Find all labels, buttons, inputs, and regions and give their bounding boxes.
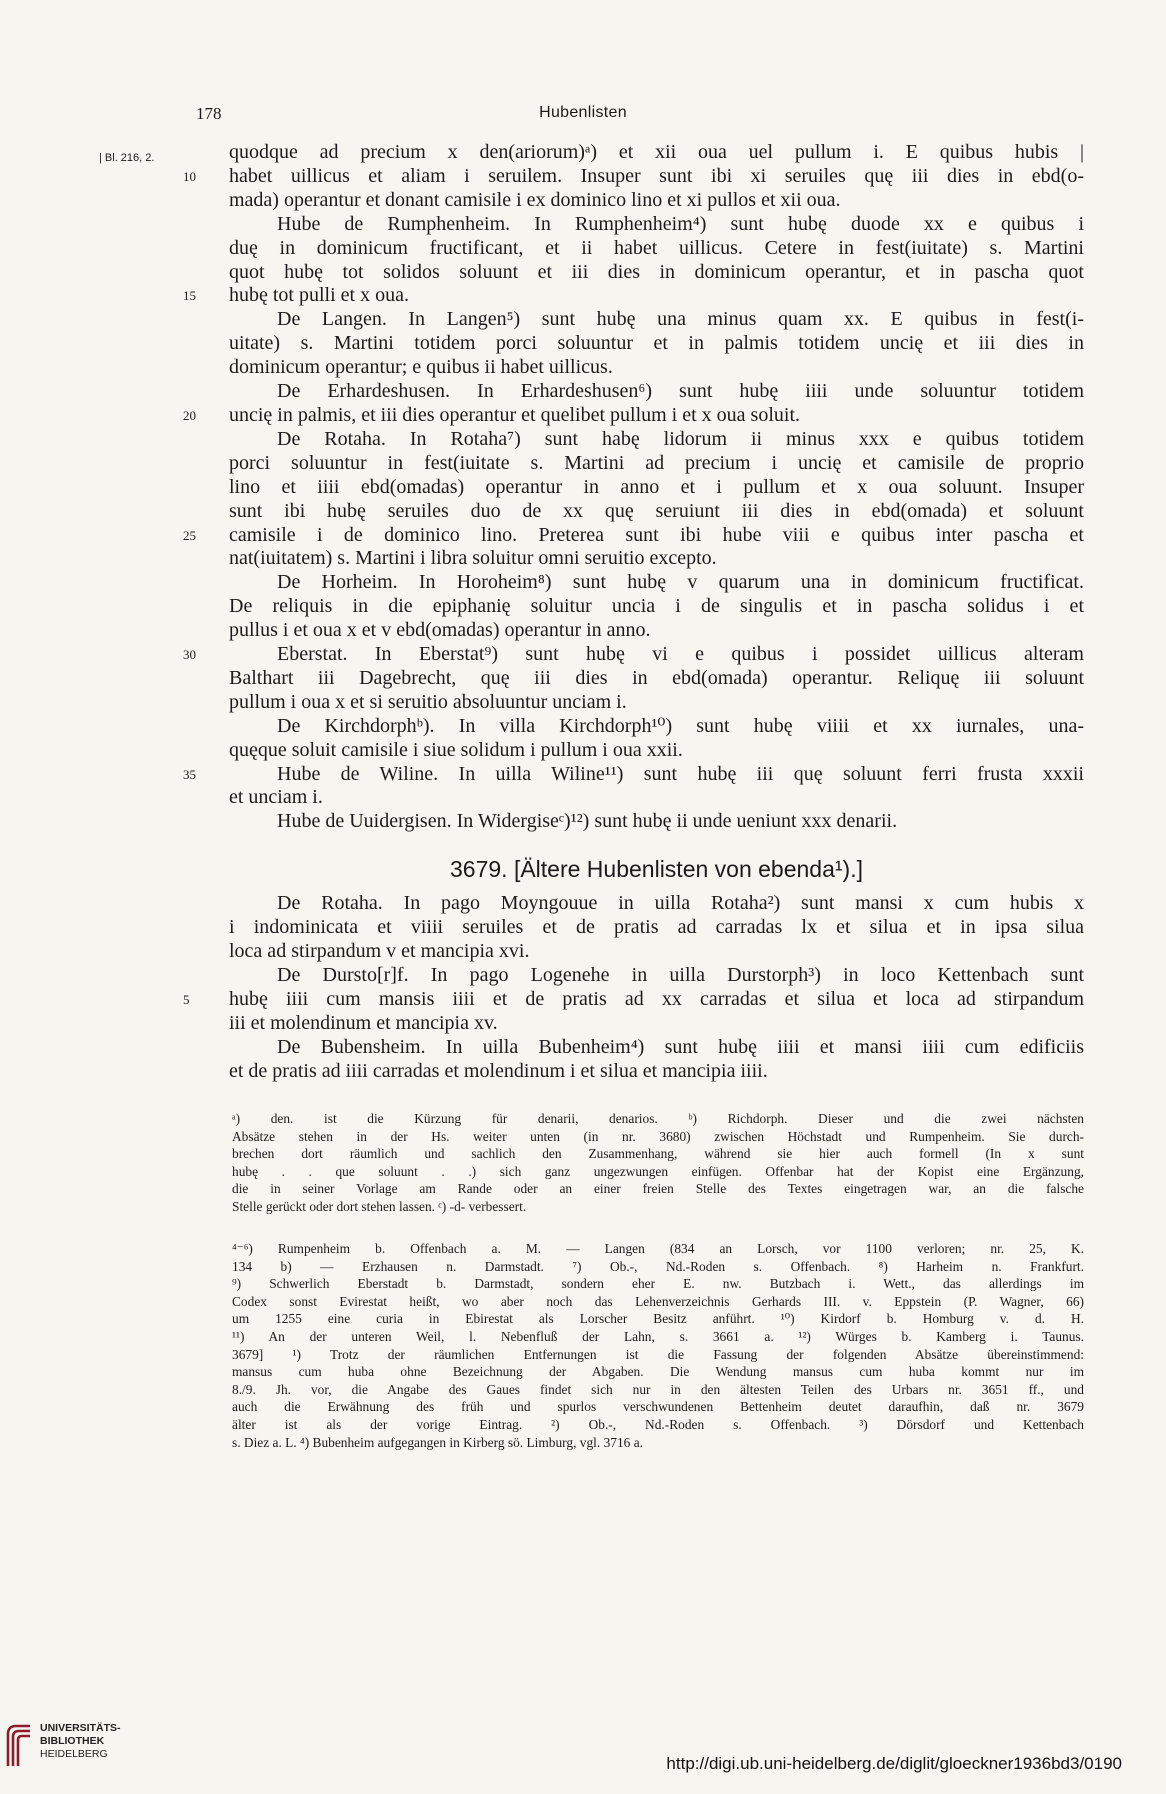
line-text: De Kirchdorphᵇ). In villa Kirchdorph¹⁰) sunt hubę viiii et xx iurnales, una- — [277, 714, 1084, 737]
text-line — [229, 667, 1084, 691]
line-text: De Bubensheim. In uilla Bubenheim⁴) sunt hubę iiii et mansi iiii cum edificiis — [277, 1035, 1084, 1058]
footnote-line: ¹¹) An der unteren Weil, l. Nebenfluß der Lahn, s. 3661 a. ¹²) Würges b. Kamberg i. Taunus. — [232, 1328, 1084, 1344]
line-text: Hube de Rumphenheim. In Rumphenheim⁴) sunt hubę duode xx e quibus i — [277, 212, 1084, 235]
footnote-line: 134 b) — Erzhausen n. Darmstadt. ⁷) Ob.-, Nd.-Roden s. Offenbach. ⁸) Harheim n. Frankfurt. — [232, 1258, 1084, 1274]
footnote-line: auch die Erwähnung des früh und spurlos verschwundenen Bettenheim deutet daraufhin, daß nr. 3679 — [232, 1399, 1084, 1415]
line-text: loca ad stirpandum v et mancipia xvi. — [229, 940, 530, 962]
line-number: 15 — [183, 288, 196, 304]
text-line — [229, 261, 1084, 285]
line-text: et unciam i. — [229, 786, 323, 809]
line-text: De Rotaha. In pago Moyngouue in uilla Rotaha²) sunt mansi x cum hubis x — [277, 892, 1084, 915]
line-text: De Dursto[r]f. In pago Logenehe in uilla Durstorph³) in loco Kettenbach sunt — [277, 963, 1084, 986]
text-line — [229, 1012, 1084, 1036]
text-line — [183, 403, 1084, 428]
line-text: camisile i de dominico lino. Preterea sunt ibi hube viii e quibus inter pascha et — [229, 523, 1084, 546]
line-text: uncię in palmis, et iii dies operantur et quelibet pullum i et x oua soluit. — [229, 403, 800, 426]
line-text: Eberstat. In Eberstat⁹) sunt hubę vi e quibus i possidet uillicus alteram — [277, 643, 1084, 666]
text-line — [183, 643, 1084, 667]
line-number: 25 — [183, 527, 196, 543]
library-name — [40, 1722, 121, 1761]
text-line — [229, 237, 1084, 261]
text-line — [229, 452, 1084, 476]
text-line — [229, 739, 1084, 763]
line-text: De Rotaha. In Rotaha⁷) sunt habę lidorum ii minus xxx e quibus totidem — [277, 427, 1084, 450]
footnote-line: älter ist als der vorige Eintrag. ²) Ob.-, Nd.-Roden s. Offenbach. ³) Dörsdorf und Kettenbach — [232, 1416, 1084, 1432]
library-name-line2: BIBLIOTHEK — [40, 1735, 105, 1747]
library-name-line3: HEIDELBERG — [40, 1748, 108, 1760]
text-line — [229, 691, 1084, 715]
text-line — [229, 213, 1084, 237]
text-line — [229, 332, 1084, 356]
line-text: iii et molendinum et mancipia xv. — [229, 1011, 498, 1034]
line-text: quodque ad precium x den(ariorum)ᵃ) et xii oua uel pullum i. E quibus hubis | — [229, 141, 1084, 163]
text-line — [229, 189, 1084, 213]
text-line — [229, 940, 1084, 964]
footnote-line: s. Diez a. L. ⁴) Bubenheim aufgegangen in Kirberg sö. Limburg, vgl. 3716 a. — [232, 1434, 644, 1450]
text-line — [229, 141, 1084, 165]
text-line — [229, 571, 1084, 595]
footnote-line: Stelle gerückt oder dort stehen lassen. ᶜ) -d- verbessert. — [232, 1198, 527, 1214]
running-title: Hubenlisten — [539, 104, 627, 121]
text-line — [183, 523, 1084, 548]
footnote-line: ⁴⁻⁶) Rumpenheim b. Offenbach a. M. — Langen (834 an Lorsch, vor 1100 verloren; nr. 25, K. — [232, 1241, 1084, 1256]
line-text: sunt ibi hubę seruiles duo de xx quę seruiunt iii dies in ebd(omada) et soluunt — [229, 499, 1084, 522]
footnote-line: ⁹) Schwerlich Eberstadt b. Darmstadt, sondern eher E. nw. Butzbach i. Wett., das allerdings im — [232, 1276, 1084, 1292]
line-text: Hube de Uuidergisen. In Widergiseᶜ)¹²) sunt hubę ii unde ueniunt xxx denarii. — [277, 810, 898, 833]
line-text: Hube de Wiline. In uilla Wiline¹¹) sunt hubę iii quę soluunt ferri frusta xxxii — [277, 762, 1084, 785]
line-text: mada) operantur et donant camisile i ex dominico lino et xi pullos et xii oua. — [229, 188, 841, 211]
footnote-line: um 1255 eine curia in Ebirestat als Lorscher Besitz anführt. ¹⁰) Kirdorf b. Homburg v. d. H. — [232, 1311, 1084, 1327]
text-line — [229, 892, 1084, 916]
page-header — [0, 104, 1166, 128]
text-line — [229, 786, 1084, 810]
line-text: i indominicata et viiii seruiles et de pratis ad carradas lx et silua et in ipsa silua — [229, 916, 1084, 939]
text-line — [229, 916, 1084, 940]
main-text — [99, 141, 1084, 1083]
line-text: De Horheim. In Horoheim⁸) sunt hubę v quarum una in dominicum fructificat. — [277, 571, 1084, 594]
line-text: quęque soluit camisile i siue solidum i pullum i oua xxii. — [229, 738, 683, 761]
line-text: lino et iiii ebd(omadas) operantur in anno et i pullum et x oua soluunt. Insuper — [229, 475, 1084, 498]
line-text: dominicum operantur; e quibus ii habet uillicus. — [229, 356, 613, 379]
footnote-line: 8./9. Jh. vor, die Angabe des Gaues findet sich nur in den ältesten Teilen des Urbars nr. 3651 ff., und — [232, 1381, 1084, 1397]
text-line — [229, 500, 1084, 524]
line-number: 10 — [183, 168, 196, 184]
line-number: 5 — [183, 991, 190, 1007]
line-text: nat(iuitatem) s. Martini i libra soluitur omni seruitio excepto. — [229, 547, 717, 570]
line-number: 20 — [183, 407, 196, 423]
line-text: uitate) s. Martini totidem porci soluuntur et in palmis totidem uncię et iii dies in — [229, 332, 1084, 355]
library-name-line1: UNIVERSITÄTS- — [40, 1722, 121, 1734]
library-logo-icon — [2, 1720, 36, 1770]
footnote-line: ᵃ) den. ist die Kürzung für denarii, denarios. ᵇ) Richdorph. Dieser und die zwei nächsten — [232, 1111, 1084, 1126]
text-line — [229, 619, 1084, 643]
footnotes-textual — [232, 1110, 1084, 1216]
footnote-line: Absätze stehen in der Hs. weiter unten (in nr. 3680) zwischen Höchstadt und Rumpenheim. Sie durch- — [232, 1128, 1084, 1144]
line-text: De Erhardeshusen. In Erhardeshusen⁶) sunt hubę iiii unde soluuntur totidem — [277, 380, 1084, 403]
line-text: et de pratis ad iiii carradas et molendinum i et silua et mancipia iiii. — [229, 1059, 768, 1082]
section-heading: 3679. [Ältere Hubenlisten von ebenda¹).] — [450, 856, 863, 883]
text-line — [183, 987, 1084, 1012]
page-number: 178 — [196, 104, 222, 123]
footnote-line: die in seiner Vorlage am Rande oder an einer freien Stelle des Textes eingetragen war, an die falsche — [232, 1181, 1084, 1197]
text-line — [229, 595, 1084, 619]
text-line — [229, 810, 1084, 834]
line-text: Balthart iii Dagebrecht, quę iii dies in ebd(omada) operantur. Reliquę iii soluunt — [229, 666, 1084, 689]
line-text: quot hubę tot solidos soluunt et iii dies in dominicum operantur, et in pascha quot — [229, 260, 1084, 283]
line-text: De reliquis in die epiphanię soluitur uncia i de singulis et in pascha solidus i et — [229, 595, 1084, 618]
footnote-line: brechen dort räumlich und sachlich den Zusammenhang, während sie hier auch formell (In x sunt — [232, 1146, 1084, 1162]
text-line — [229, 547, 1084, 571]
line-text: porci soluuntur in fest(iuitate s. Martini ad precium i uncię et camisile de proprio — [229, 451, 1084, 474]
footnote-line: mansus cum huba ohne Bezeichnung der Abgaben. Die Wendung mansus cum huba kommt nur im — [232, 1364, 1084, 1380]
text-line — [229, 715, 1084, 739]
line-number: 30 — [183, 647, 196, 663]
footnote-line: 3679] ¹) Trotz der räumlichen Entfernungen ist die Fassung der folgenden Absätze übereinstimmend: — [232, 1346, 1084, 1362]
line-number: 35 — [183, 766, 196, 782]
line-text: duę in dominicum fructificant, et ii habet uillicus. Cetere in fest(iuitate) s. Martini — [229, 236, 1084, 259]
text-line — [229, 1036, 1084, 1060]
margin-reference: | Bl. 216, 2. — [99, 152, 155, 164]
text-line — [229, 428, 1084, 452]
text-line — [229, 308, 1084, 332]
text-line — [229, 380, 1084, 404]
line-text: De Langen. In Langen⁵) sunt hubę una minus quam xx. E quibus in fest(i- — [277, 308, 1084, 331]
footnote-line: Codex sonst Evirestat heißt, wo aber noch das Lehenverzeichnis Gerhards III. v. Eppstein (P. Wagner, 66) — [232, 1293, 1084, 1309]
text-line — [183, 762, 1084, 787]
text-line — [229, 1060, 1084, 1084]
text-line — [229, 476, 1084, 500]
line-text: pullum i oua x et si seruitio absoluuntur unciam i. — [229, 690, 627, 713]
text-line — [229, 964, 1084, 988]
line-text: hubę iiii cum mansis iiii et de pratis ad xx carradas et silua et loca ad stirpandum — [229, 987, 1084, 1010]
text-line — [229, 356, 1084, 380]
line-text: pullus i et oua x et v ebd(omadas) operantur in anno. — [229, 619, 651, 642]
line-text: hubę tot pulli et x oua. — [229, 284, 409, 307]
line-text: habet uillicus et aliam i seruilem. Insuper sunt ibi xi seruiles quę iii dies in ebd(o- — [229, 164, 1084, 187]
text-line — [183, 284, 1084, 308]
footnote-line: hubę . . que soluunt . .) sich ganz ungezwungen einfügen. Offenbar hat der Kopist eine Ergänzung, — [232, 1163, 1084, 1179]
source-url-link[interactable]: http://digi.ub.uni-heidelberg.de/diglit/gloeckner1936bd3/0190 — [666, 1754, 1122, 1773]
footnotes-historical — [232, 1240, 1084, 1451]
text-line — [183, 164, 1084, 189]
